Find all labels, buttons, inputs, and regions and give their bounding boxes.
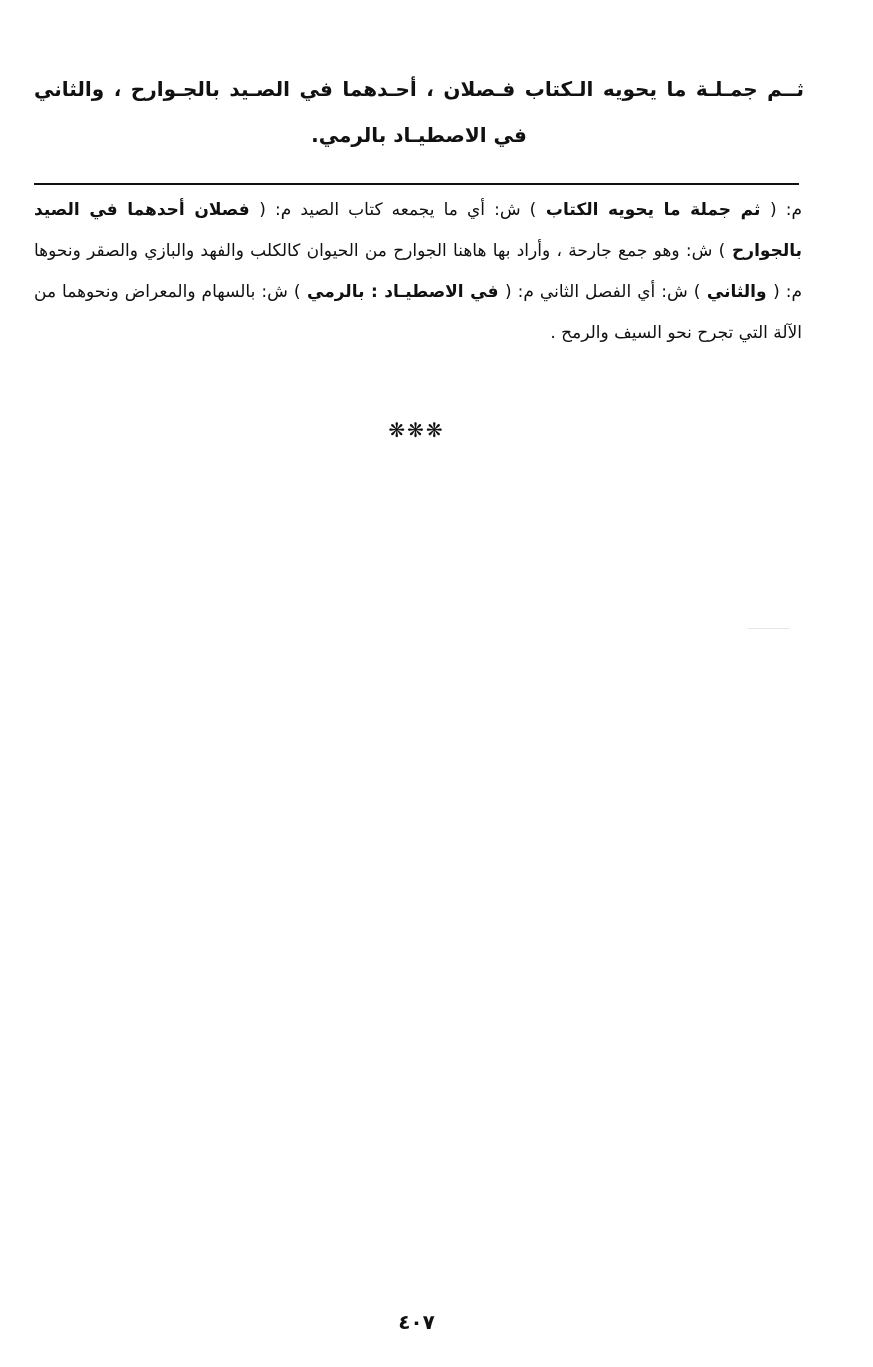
footnote-divider: [34, 183, 799, 185]
commentary-text: ) ش: بالسهام والمعراض ونحوهما من الآلة التي تجرح نحو السيف والرمح .: [34, 282, 802, 343]
section-separator: ❋❋❋: [388, 418, 445, 442]
faint-mark: [748, 628, 790, 629]
commentary-paragraph: [34, 190, 802, 354]
main-text-paragraph: ثــم جمـلـة ما يحويه الـكتاب فـصلان ، أحـدهما في الصـيد بالجـوارح ، والثاني في الاصطيـاد بالرمي.: [34, 77, 804, 147]
page-number: ٤٠٧: [398, 1310, 435, 1334]
commentary-text: ) ش: أي ما يجمعه كتاب الصيد م: (: [259, 200, 537, 220]
commentary-text: ) ش: وهو جمع جارحة ، وأراد بها هاهنا الجوارح من الحيوان كالكلب والفهد والبازي والصقر ونحوها م: (: [34, 241, 802, 302]
quoted-matn: والثاني: [700, 282, 774, 302]
quoted-matn: فصلان أحدهما في الصيد بالجوارح: [34, 200, 802, 261]
commentary-marker: م: (: [770, 200, 802, 220]
commentary-text: ) ش: أي الفصل الثاني م: (: [505, 282, 701, 302]
quoted-matn: ثم جملة ما يحويه الكتاب: [536, 200, 770, 220]
quoted-matn: في الاصطيـاد : بالرمي: [300, 282, 506, 302]
